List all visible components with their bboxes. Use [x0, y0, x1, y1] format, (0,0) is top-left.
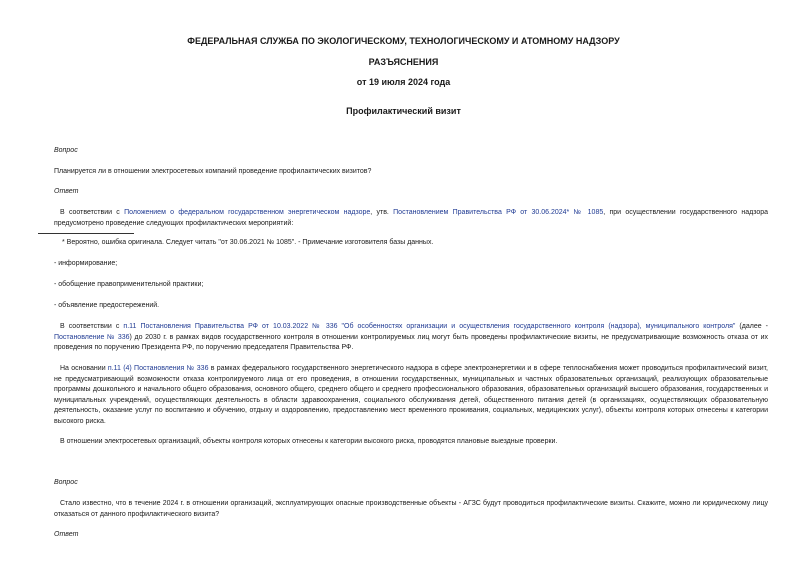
list-item: - информирование;: [54, 260, 118, 267]
footnote: * Вероятно, ошибка оригинала. Следует читать "от 30.06.2021 № 1085". - Примечание изготовителя базы данных.: [62, 239, 434, 246]
paragraph-text: В соответствии с: [60, 209, 125, 216]
link-resolution-336[interactable]: Постановление № 336: [54, 333, 130, 341]
answer-paragraph-2: [54, 322, 768, 354]
footnote-divider: [38, 233, 134, 234]
doc-type-heading: РАЗЪЯСНЕНИЯ: [368, 57, 439, 67]
link-resolution-1085[interactable]: Постановлением Правительства РФ от 30.06.2024* № 1085: [393, 209, 604, 216]
paragraph-text: , при осуществлении государственного надзора предусмотрено проведение следующих профилактических мероприятий:: [54, 209, 768, 227]
agency-heading: ФЕДЕРАЛЬНАЯ СЛУЖБА ПО ЭКОЛОГИЧЕСКОМУ, ТЕХНОЛОГИЧЕСКОМУ И АТОМНОМУ НАДЗОРУ: [187, 36, 620, 46]
answer-label: Ответ: [54, 531, 79, 538]
link-resolution-336-p11-4[interactable]: п.11 (4) Постановления № 336: [107, 365, 209, 372]
list-item: - объявление предостережений.: [54, 302, 160, 309]
question-label: Вопрос: [54, 479, 78, 486]
answer-paragraph-1: [54, 208, 768, 229]
link-resolution-336-p11[interactable]: п.11 Постановления Правительства РФ от 10.03.2022 № 336 "Об особенностях организации и осуществления государственного контроля (надзора), муниципального контроля": [123, 323, 736, 330]
paragraph-text: в рамках федерального государственного энергетического надзора в сфере электроэнергетики и в сфере теплоснабжения может проводиться профилактический визит, не предусматривающий возможности отказа контролируемого лица от его проведения, в отношении государственных, муниципальных и частных образовательных организаций, реализующих образовательные программы дошкольного и начального общего образования, основного общего, среднего общего и среднего профессионального образования, образовательных организаций высшего образования, государственных и муниципальных учреждений, осуществляющих деятельность в области здравоохранения, социального обслуживания детей, общественного питания детей (в организациях, осуществляющих образовательную деятельность, оказание услуг по воспитанию и обучению, отдыху и оздоровлению, предоставлению мест временного проживания, социальных, медицинских услуг), объекты контроля которых отнесены к категории высокого риска.: [54, 365, 768, 425]
answer-paragraph-3: [54, 364, 768, 427]
answer-label: Ответ: [54, 188, 79, 195]
paragraph-text: (далее -: [735, 323, 768, 330]
paragraph-text: В соответствии с: [60, 323, 124, 330]
answer-paragraph-4: В отношении электросетевых организаций, объекты контроля которых отнесены к категории высокого риска, проводятся плановые выездные проверки.: [60, 438, 558, 445]
doc-title: Профилактический визит: [346, 106, 461, 116]
question-text: Планируется ли в отношении электросетевых компаний проведение профилактических визитов?: [54, 168, 372, 175]
list-item: - обобщение правоприменительной практики;: [54, 281, 204, 288]
link-regulation-energy-supervision[interactable]: Положением о федеральном государственном энергетическом надзоре: [124, 209, 371, 216]
paragraph-text: , утв.: [370, 209, 394, 216]
question-text: Стало известно, что в течение 2024 г. в отношении организаций, эксплуатирующих опасные производственные объекты - АГЗС будут проводиться профилактические визиты. Скажите, можно ли юридическому лицу отказаться от данного профилактического визита?: [54, 500, 768, 518]
doc-date: от 19 июля 2024 года: [356, 77, 451, 87]
question-label: Вопрос: [54, 147, 78, 154]
paragraph-text: ) до 2030 г. в рамках видов государственного контроля в отношении контролируемых лиц могут быть проведены профилактические визиты, не предусматривающие возможность отказа от их проведения по поручению Президента РФ, по поручению председателя Правительства РФ.: [54, 333, 768, 351]
paragraph-text: На основании: [60, 365, 108, 372]
